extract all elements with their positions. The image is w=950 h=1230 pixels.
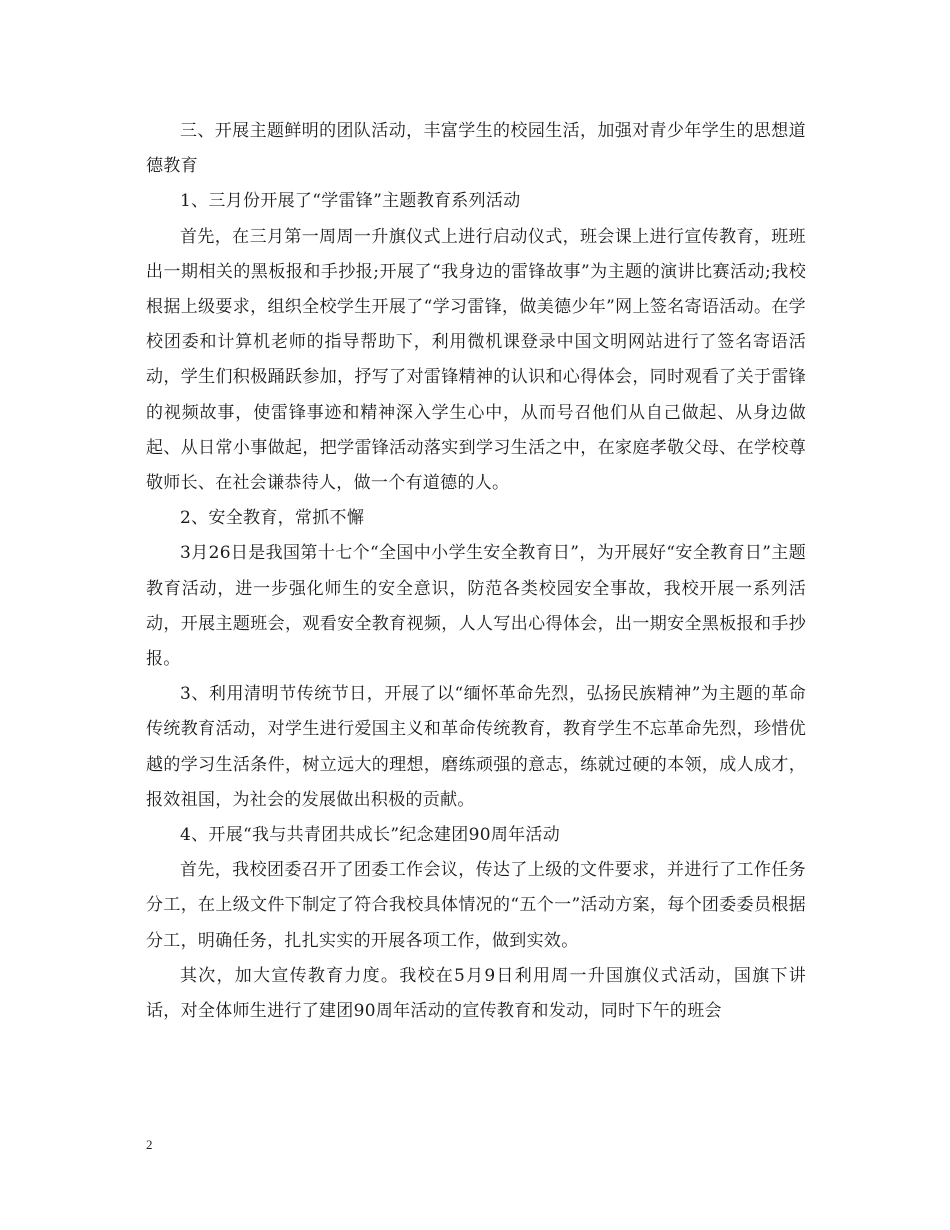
page-number: 2	[146, 1137, 153, 1152]
subheading-paragraph: 4、开展“我与共青团共成长”纪念建团90周年活动	[180, 825, 561, 846]
subheading-paragraph: 1、三月份开展了“学雷锋”主题教育系列活动	[180, 191, 521, 212]
body-paragraph: 其次，加大宣传教育力度。我校在5月9日利用周一升国旗仪式活动，国旗下讲话，对全体师生进行了建团90周年活动的宣传教育和发动，同时下午的班会	[146, 965, 806, 1022]
subheading-paragraph: 2、安全教育，常抓不懈	[180, 508, 365, 529]
section-heading-paragraph: 三、开展主题鲜明的团队活动，丰富学生的校园生活，加强对青少年学生的思想道德教育	[146, 121, 806, 177]
document-body	[146, 114, 806, 1029]
body-paragraph: 首先，我校团委召开了团委工作会议，传达了上级的文件要求，并进行了工作任务分工，在上级文件下制定了符合我校具体情况的“五个一”活动方案，每个团委委员根据分工，明确任务，扎扎实实的开展各项工作，做到实效。	[146, 860, 806, 951]
body-paragraph: 3、利用清明节传统节日，开展了以“缅怀革命先烈，弘扬民族精神”为主题的革命传统教育活动，对学生进行爱国主义和革命传统教育，教育学生不忘革命先烈，珍惜优越的学习生活条件，树立远大的理想，磨练顽强的意志，练就过硬的本领，成人成才，报效祖国，为社会的发展做出积极的贡献。	[146, 684, 806, 810]
body-paragraph: 3月26日是我国第十七个“全国中小学生安全教育日”，为开展好“安全教育日”主题教育活动，进一步强化师生的安全意识，防范各类校园安全事故，我校开展一系列活动，开展主题班会，观看安全教育视频，人人写出心得体会，出一期安全黑板报和手抄报。	[146, 543, 806, 670]
body-paragraph: 首先，在三月第一周周一升旗仪式上进行启动仪式，班会课上进行宣传教育，班班出一期相关的黑板报和手抄报;开展了“我身边的雷锋故事”为主题的演讲比赛活动;我校根据上级要求，组织全校学生开展了“学习雷锋，做美德少年”网上签名寄语活动。在学校团委和计算机老师的指导帮助下，利用微机课登录中国文明网站进行了签名寄语活动，学生们积极踊跃参加，抒写了对雷锋精神的认识和心得体会，同时观看了关于雷锋的视频故事，使雷锋事迹和精神深入学生心中，从而号召他们从自己做起、从身边做起、从日常小事做起，把学雷锋活动落实到学习生活之中，在家庭孝敬父母、在学校尊敬师长、在社会谦恭待人，做一个有道德的人。	[146, 226, 806, 494]
